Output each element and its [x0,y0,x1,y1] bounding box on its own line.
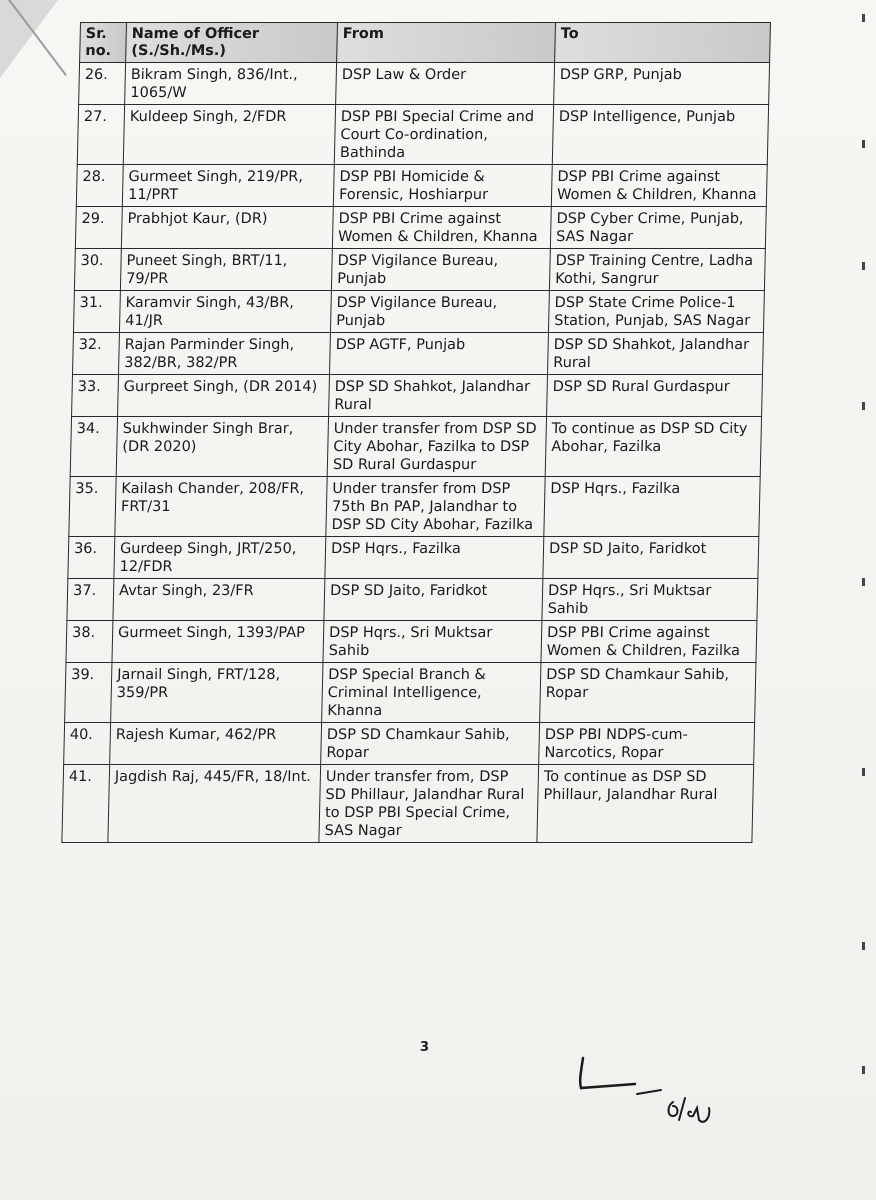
cell-from: Under transfer from DSP 75th Bn PAP, Jalandhar to DSP SD City Abohar, Fazilka [326,477,545,537]
cell-to: DSP SD Rural Gurdaspur [547,375,763,417]
cell-to: To continue as DSP SD City Abohar, Fazilka [545,417,761,477]
cell-from: DSP SD Jaito, Faridkot [324,579,543,621]
table-row [68,537,759,579]
cell-officer-name: Gurmeet Singh, 219/PR, 11/PRT [122,165,334,207]
table-row [75,207,766,249]
cell-sr-no: 31. [73,291,120,333]
cell-officer-name: Gurmeet Singh, 1393/PAP [112,621,324,663]
cell-to: DSP PBI Crime against Women & Children, Fazilka [541,621,757,663]
cell-officer-name: Prabhjot Kaur, (DR) [121,207,333,249]
cell-from: DSP Vigilance Bureau, Punjab [331,249,550,291]
cell-to: DSP Cyber Crime, Punjab, SAS Nagar [550,207,766,249]
cell-sr-no: 41. [62,765,110,843]
header-to: To [555,23,771,63]
table-row [69,477,760,537]
cell-from: DSP Hqrs., Sri Muktsar Sahib [323,621,542,663]
cell-sr-no: 36. [68,537,115,579]
cell-officer-name: Gurpreet Singh, (DR 2014) [118,375,330,417]
cell-to: DSP Hqrs., Sri Muktsar Sahib [542,579,758,621]
binder-mark [862,578,865,586]
cell-to: DSP Intelligence, Punjab [552,105,768,165]
cell-from: DSP SD Chamkaur Sahib, Ropar [321,723,540,765]
cell-sr-no: 35. [69,477,116,537]
cell-from: DSP Vigilance Bureau, Punjab [330,291,549,333]
table-row [66,621,757,663]
cell-sr-no: 27. [77,105,124,165]
cell-to: DSP State Crime Police-1 Station, Punjab, SAS Nagar [548,291,764,333]
cell-sr-no: 40. [64,723,111,765]
cell-officer-name: Puneet Singh, BRT/11, 79/PR [120,249,332,291]
table-row [77,105,768,165]
header-sr: Sr. no. [80,23,127,63]
cell-to: DSP Hqrs., Fazilka [544,477,760,537]
cell-to: To continue as DSP SD Phillaur, Jalandhar Rural [537,765,754,843]
cell-sr-no: 30. [74,249,121,291]
cell-officer-name: Rajan Parminder Singh, 382/BR, 382/PR [119,333,331,375]
page-number: 3 [420,1040,430,1055]
cell-to: DSP SD Shahkot, Jalandhar Rural [548,333,764,375]
cell-sr-no: 29. [75,207,122,249]
binder-mark [862,402,865,410]
cell-sr-no: 32. [73,333,120,375]
cell-to: DSP Training Centre, Ladha Kothi, Sangrur [549,249,765,291]
table-row [79,63,770,105]
cell-from: Under transfer from, DSP SD Phillaur, Jalandhar Rural to DSP PBI Special Crime, SAS Nagar [319,765,539,843]
cell-from: DSP Hqrs., Fazilka [325,537,544,579]
cell-sr-no: 39. [65,663,112,723]
cell-officer-name: Jagdish Raj, 445/FR, 18/Int. [108,765,321,843]
table-row [70,417,761,477]
table-row [74,249,765,291]
binder-mark [862,942,865,950]
handwritten-signature [575,1050,735,1130]
cell-to: DSP GRP, Punjab [554,63,770,105]
cell-sr-no: 26. [79,63,126,105]
cell-from: Under transfer from DSP SD City Abohar, Fazilka to DSP SD Rural Gurdaspur [327,417,546,477]
cell-officer-name: Kuldeep Singh, 2/FDR [123,105,335,165]
cell-sr-no: 28. [76,165,123,207]
cell-officer-name: Sukhwinder Singh Brar, (DR 2020) [116,417,328,477]
binder-mark [862,14,865,22]
binder-mark [862,768,865,776]
header-name: Name of Officer (S./Sh./Ms.) [126,23,338,63]
table-row [73,333,764,375]
binder-mark [862,140,865,148]
table-row [65,663,756,723]
cell-from: DSP PBI Crime against Women & Children, Khanna [332,207,551,249]
cell-from: DSP PBI Special Crime and Court Co-ordination, Bathinda [334,105,553,165]
cell-from: DSP PBI Homicide & Forensic, Hoshiarpur [333,165,552,207]
cell-sr-no: 33. [72,375,119,417]
table-row [67,579,758,621]
table-row [73,291,764,333]
cell-to: DSP SD Jaito, Faridkot [543,537,759,579]
cell-to: DSP SD Chamkaur Sahib, Ropar [540,663,756,723]
cell-sr-no: 37. [67,579,114,621]
transfer-table [61,22,771,843]
cell-officer-name: Karamvir Singh, 43/BR, 41/JR [119,291,331,333]
cell-from: DSP Special Branch & Criminal Intelligence, Khanna [322,663,541,723]
binder-mark [862,262,865,270]
cell-from: DSP AGTF, Punjab [330,333,549,375]
folded-corner [0,0,58,78]
cell-sr-no: 38. [66,621,113,663]
cell-officer-name: Bikram Singh, 836/Int., 1065/W [125,63,337,105]
header-from: From [337,23,556,63]
table-row [72,375,763,417]
binder-mark [862,1066,865,1074]
cell-from: DSP Law & Order [336,63,555,105]
cell-to: DSP PBI NDPS-cum-Narcotics, Ropar [539,723,755,765]
table-header-row [80,23,771,63]
cell-officer-name: Rajesh Kumar, 462/PR [110,723,322,765]
cell-officer-name: Gurdeep Singh, JRT/250, 12/FDR [114,537,326,579]
cell-from: DSP SD Shahkot, Jalandhar Rural [329,375,548,417]
cell-to: DSP PBI Crime against Women & Children, Khanna [551,165,767,207]
cell-officer-name: Kailash Chander, 208/FR, FRT/31 [115,477,327,537]
table-row [62,765,754,843]
cell-officer-name: Jarnail Singh, FRT/128, 359/PR [111,663,323,723]
table-row [76,165,767,207]
cell-sr-no: 34. [70,417,117,477]
table-row [64,723,755,765]
cell-officer-name: Avtar Singh, 23/FR [113,579,325,621]
